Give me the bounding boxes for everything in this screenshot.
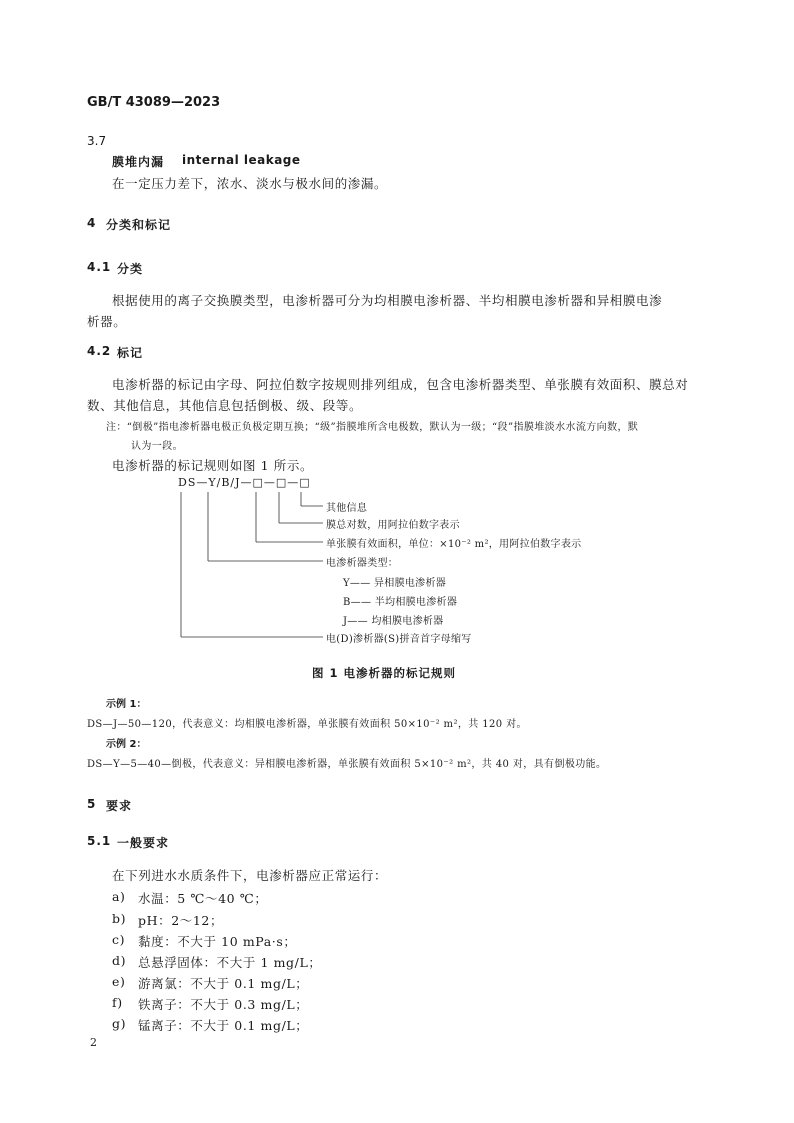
- list-item-label: a): [112, 889, 126, 904]
- label-membrane-area: 单张膜有效面积，单位：×10⁻² m²，用阿拉伯数字表示: [326, 539, 582, 550]
- label-type: 电渗析器类型：: [326, 558, 399, 569]
- note-line2: 认为一段。: [131, 441, 183, 452]
- example-1-title: 示例 1：: [106, 699, 147, 710]
- clause-4-1-title: 分类: [117, 262, 144, 276]
- list-item-text: 黏度：不大于 10 mPa·s；: [138, 934, 297, 949]
- section-5-number: 5: [87, 797, 97, 811]
- clause-3-7-number: 3.7: [87, 134, 107, 148]
- list-item-label: f): [112, 995, 123, 1010]
- term-zh: 膜堆内漏: [112, 155, 165, 169]
- clause-5-1-title: 一般要求: [117, 836, 170, 850]
- paragraph-4-1-line2: 析器。: [87, 314, 127, 329]
- term-definition: 在一定压力差下，浓水、淡水与极水间的渗漏。: [112, 176, 388, 191]
- clause-5-1-number: 5.1: [87, 834, 112, 848]
- list-item-text: 总悬浮固体：不大于 1 mg/L；: [138, 955, 322, 970]
- label-type-y: Y—— 异相膜电渗析器: [343, 578, 447, 589]
- standard-number: GB/T 43089—2023: [87, 95, 221, 110]
- note-line1: 注：“倒极”指电渗析器电极正负极定期互换；“级”指膜堆所含电极数，默认为一级；“段”指膜堆淡水水流方向数，默: [106, 422, 639, 433]
- label-ds-abbreviation: 电(D)渗析器(S)拼音首字母缩写: [326, 634, 472, 645]
- example-1-text: DS—J—50—120，代表意义：均相膜电渗析器，单张膜有效面积 50×10⁻² m²，共 120 对。: [87, 719, 527, 730]
- label-other-info: 其他信息: [326, 503, 368, 514]
- clause-4-2-number: 4.2: [87, 344, 112, 358]
- label-membrane-pairs: 膜总对数，用阿拉伯数字表示: [326, 520, 460, 531]
- paragraph-4-2-line2: 数、其他信息，其他信息包括倒极、级、段等。: [87, 398, 363, 413]
- list-item-label: d): [112, 953, 127, 968]
- designation-code: DS—Y/B/J—□—□—□: [178, 476, 311, 489]
- clause-4-2-title: 标记: [117, 346, 144, 360]
- example-2-text: DS—Y—5—40—倒极，代表意义：异相膜电渗析器，单张膜有效面积 5×10⁻² m²，共 40 对，具有倒极功能。: [87, 759, 607, 770]
- section-5-title: 要求: [106, 799, 133, 813]
- section-4-title: 分类和标记: [106, 218, 172, 232]
- list-item-text: 锰离子：不大于 0.1 mg/L；: [138, 1018, 309, 1033]
- requirements-intro: 在下列进水水质条件下，电渗析器应正常运行：: [112, 868, 388, 883]
- clause-4-1-number: 4.1: [87, 260, 112, 274]
- list-item-text: 游离氯：不大于 0.1 mg/L；: [138, 976, 309, 991]
- label-type-b: B—— 半均相膜电渗析器: [343, 597, 458, 608]
- list-item-label: b): [112, 911, 127, 926]
- list-item-text: pH：2～12；: [138, 913, 224, 928]
- figure-1-caption: 图 1 电渗析器的标记规则: [312, 666, 457, 680]
- page-number: 2: [90, 1036, 97, 1049]
- list-item-text: 铁离子：不大于 0.3 mg/L；: [138, 997, 309, 1012]
- section-4-number: 4: [87, 216, 97, 230]
- paragraph-4-1-line1: 根据使用的离子交换膜类型，电渗析器可分为均相膜电渗析器、半均相膜电渗析器和异相膜电渗: [112, 293, 663, 308]
- list-item-text: 水温：5 ℃～40 ℃；: [138, 891, 268, 906]
- example-2-title: 示例 2：: [106, 739, 147, 750]
- term-en: internal leakage: [182, 153, 301, 167]
- list-item-label: c): [112, 932, 126, 947]
- label-type-j: J—— 均相膜电渗析器: [343, 616, 444, 627]
- paragraph-4-2-line1: 电渗析器的标记由字母、阿拉伯数字按规则排列组成，包含电渗析器类型、单张膜有效面积、膜总对: [112, 377, 689, 392]
- list-item-label: e): [112, 974, 126, 989]
- list-item-label: g): [112, 1016, 127, 1031]
- figure-intro: 电渗析器的标记规则如图 1 所示。: [112, 458, 314, 473]
